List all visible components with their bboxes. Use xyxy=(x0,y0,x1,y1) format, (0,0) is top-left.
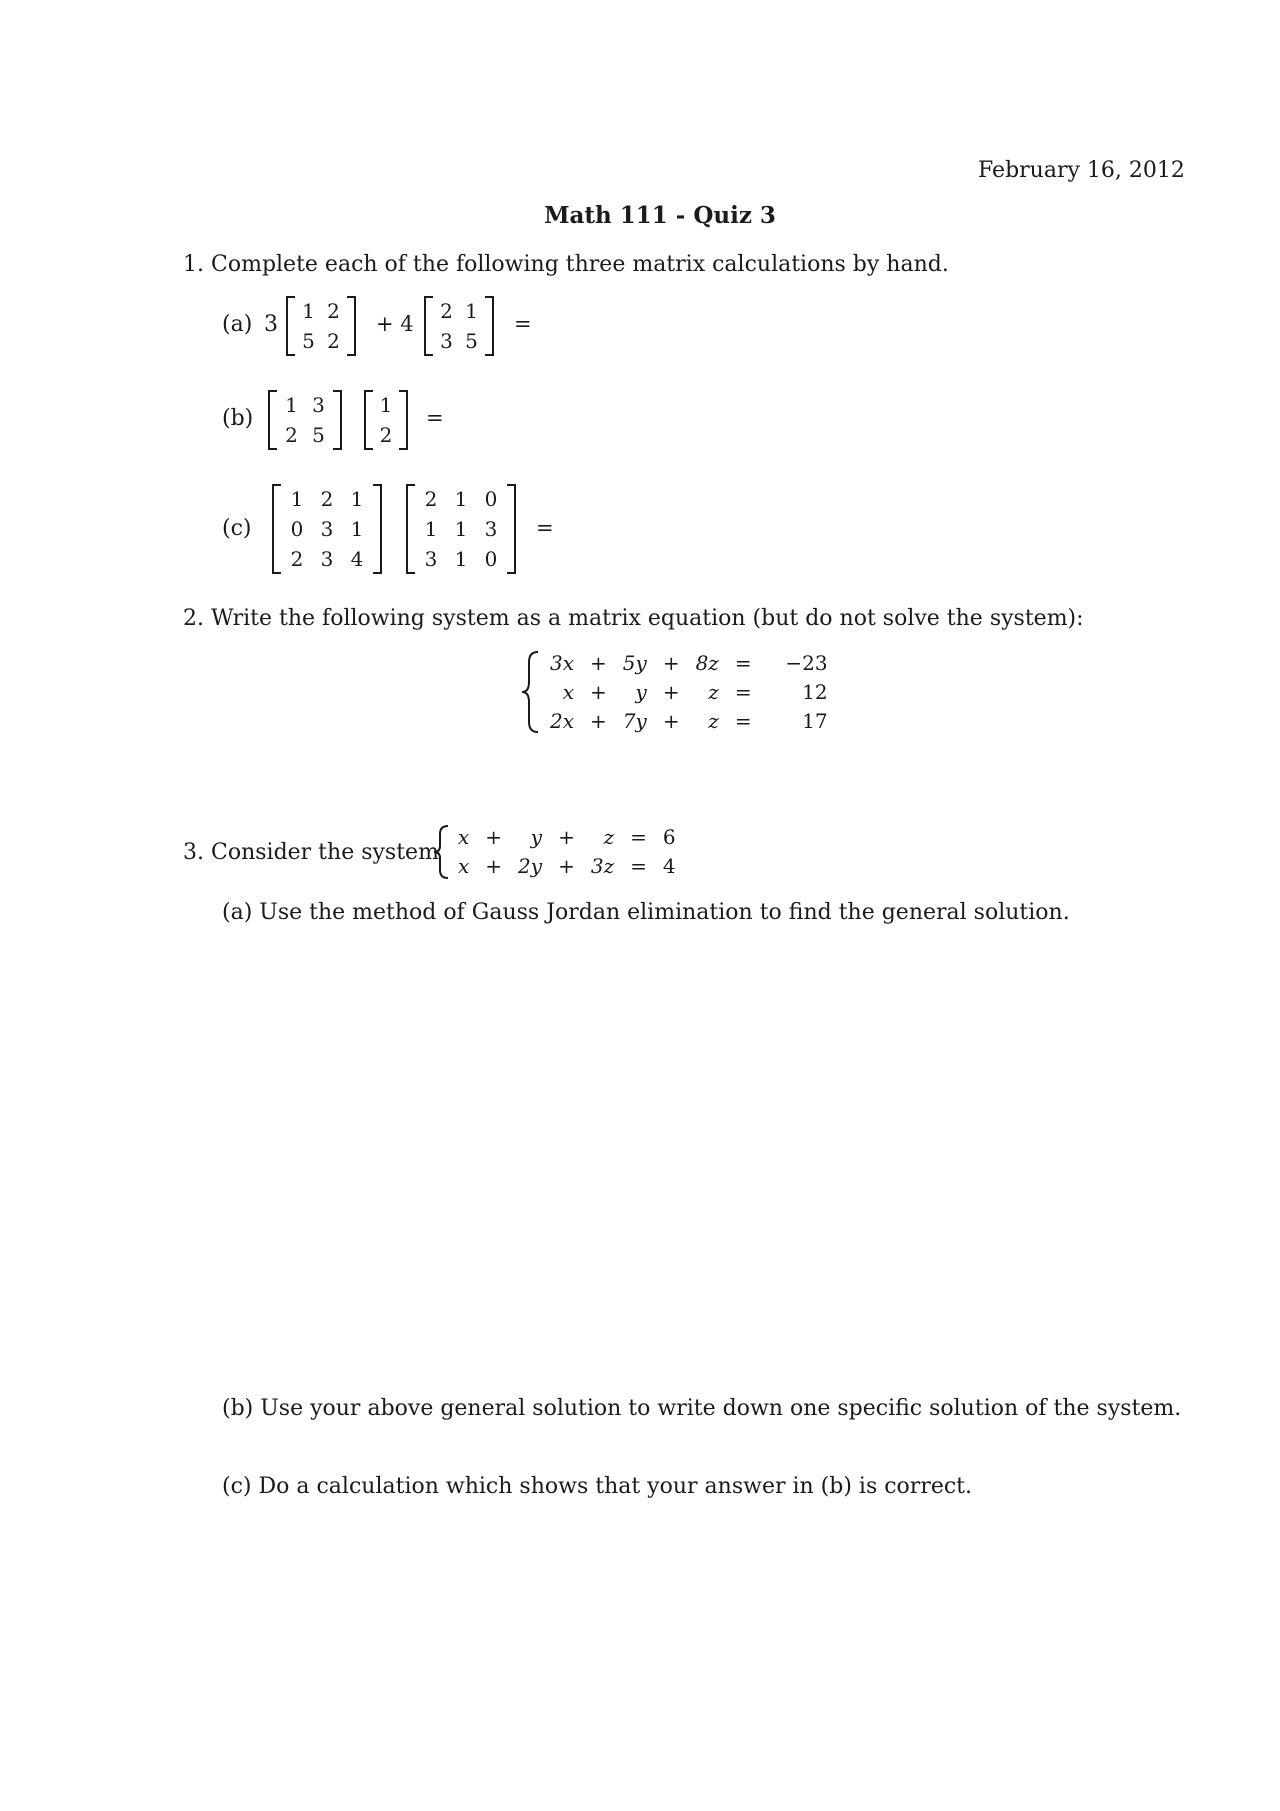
constant: 4 xyxy=(662,853,676,878)
matrix-cell: 2 xyxy=(424,487,438,511)
matrix-cell: 3 xyxy=(320,547,334,571)
matrix-cell: 1 xyxy=(424,517,438,541)
matrix-cell: 0 xyxy=(290,517,304,541)
scalar-coefficient: 3 xyxy=(264,312,278,337)
matrix-cell: 1 xyxy=(302,299,315,323)
question-number: 3. xyxy=(183,840,204,865)
page-title: Math 111 - Quiz 3 xyxy=(544,202,776,229)
constant: −23 xyxy=(785,650,828,675)
question-number: 1. xyxy=(183,252,204,277)
matrix-cell: 0 xyxy=(484,487,498,511)
matrix-b1 xyxy=(268,390,342,450)
equals-sign: = xyxy=(536,516,554,540)
part-text: Use the method of Gauss Jordan elimination to find the general solution. xyxy=(259,900,1070,925)
term: x xyxy=(458,853,470,878)
term: z xyxy=(603,824,615,849)
matrix-cell: 1 xyxy=(290,487,304,511)
question-3 xyxy=(183,840,439,865)
equation-row xyxy=(450,851,684,880)
operator: + xyxy=(485,824,503,849)
matrix-cell: 2 xyxy=(440,299,453,323)
term: 8z xyxy=(695,650,719,675)
matrix-cell: 2 xyxy=(327,329,340,353)
part-label: (b) xyxy=(222,1396,254,1421)
term: 3x xyxy=(550,650,575,675)
constant: 6 xyxy=(662,824,676,849)
term: 7y xyxy=(622,708,647,733)
operator: + xyxy=(558,824,575,849)
part-label: (c) xyxy=(222,1474,252,1499)
question-text: Write the following system as a matrix equation (but do not solve the system): xyxy=(211,606,1084,631)
equals-sign: = xyxy=(630,824,647,849)
operator: + xyxy=(590,708,607,733)
matrix-a2 xyxy=(424,296,494,356)
operator: + xyxy=(662,679,680,704)
operator: + xyxy=(590,679,607,704)
term: y xyxy=(530,824,543,849)
matrix-cell: 1 xyxy=(465,299,478,323)
matrix-cell: 3 xyxy=(440,329,453,353)
term: x xyxy=(458,824,470,849)
part-label: (c) xyxy=(222,516,252,541)
constant: 17 xyxy=(802,708,828,733)
matrix-cell: 2 xyxy=(285,423,298,447)
equation-row xyxy=(542,706,828,735)
term: 2y xyxy=(518,853,543,878)
matrix-cell: 1 xyxy=(454,547,468,571)
system-table xyxy=(450,822,684,880)
part-3b xyxy=(222,1396,1181,1421)
matrix-cell: 1 xyxy=(350,487,364,511)
part-3c xyxy=(222,1474,972,1499)
matrix-cell: 3 xyxy=(312,393,325,417)
matrix-cell: 3 xyxy=(320,517,334,541)
operator: + xyxy=(662,650,680,675)
term: 2x xyxy=(550,708,575,733)
part-text: Do a calculation which shows that your answer in (b) is correct. xyxy=(258,1474,973,1499)
matrix-cell: 1 xyxy=(454,517,468,541)
question-2 xyxy=(183,606,1084,631)
matrix-cell: 1 xyxy=(350,517,364,541)
operator: + xyxy=(662,708,680,733)
matrix-cell: 1 xyxy=(285,393,298,417)
term: x xyxy=(562,679,575,704)
term: 5y xyxy=(622,650,647,675)
matrix-cell: 0 xyxy=(484,547,498,571)
equals-sign: = xyxy=(734,679,752,704)
operator: + xyxy=(485,853,503,878)
left-brace-icon xyxy=(432,824,450,880)
part-text: Use your above general solution to write down one specific solution of the system. xyxy=(260,1396,1182,1421)
equation-row xyxy=(542,648,828,677)
part-label: (a) xyxy=(222,312,253,337)
question-text: Complete each of the following three matrix calculations by hand. xyxy=(211,252,949,277)
quiz-date: February 16, 2012 xyxy=(978,158,1185,183)
matrix-cell: 4 xyxy=(350,547,364,571)
term: y xyxy=(635,679,647,704)
matrix-a1 xyxy=(286,296,356,356)
operator: + xyxy=(590,650,607,675)
term: z xyxy=(708,679,719,704)
linear-system-q3 xyxy=(432,822,684,880)
matrix-cell: 3 xyxy=(484,517,498,541)
equation-row xyxy=(542,677,828,706)
question-number: 2. xyxy=(183,606,204,631)
equals-sign: = xyxy=(514,312,532,336)
part-label: (a) xyxy=(222,900,253,925)
matrix-cell: 2 xyxy=(290,547,304,571)
matrix-cell: 3 xyxy=(424,547,438,571)
left-brace-icon xyxy=(520,650,540,734)
operator: + xyxy=(558,853,575,878)
system-table xyxy=(542,648,828,735)
matrix-c1 xyxy=(272,484,382,574)
matrix-cell: 5 xyxy=(302,329,315,353)
question-text: Consider the system xyxy=(211,840,439,865)
matrix-cell: 1 xyxy=(379,393,393,417)
part-3a xyxy=(222,900,1070,925)
term: 3z xyxy=(590,853,615,878)
equation-row xyxy=(450,822,684,851)
equals-sign: = xyxy=(630,853,647,878)
matrix-cell: 2 xyxy=(379,423,393,447)
linear-system-q2 xyxy=(520,648,828,735)
question-1 xyxy=(183,252,949,277)
equals-sign: = xyxy=(734,650,752,675)
matrix-c2 xyxy=(406,484,516,574)
matrix-cell: 2 xyxy=(327,299,340,323)
part-label: (b) xyxy=(222,406,254,431)
vector-b2 xyxy=(364,390,408,450)
plus-scalar: + 4 xyxy=(376,312,414,336)
equals-sign: = xyxy=(426,406,444,430)
term: z xyxy=(708,708,719,733)
matrix-cell: 1 xyxy=(454,487,468,511)
matrix-cell: 2 xyxy=(320,487,334,511)
matrix-cell: 5 xyxy=(465,329,478,353)
equals-sign: = xyxy=(734,708,752,733)
constant: 12 xyxy=(802,679,828,704)
matrix-cell: 5 xyxy=(312,423,325,447)
